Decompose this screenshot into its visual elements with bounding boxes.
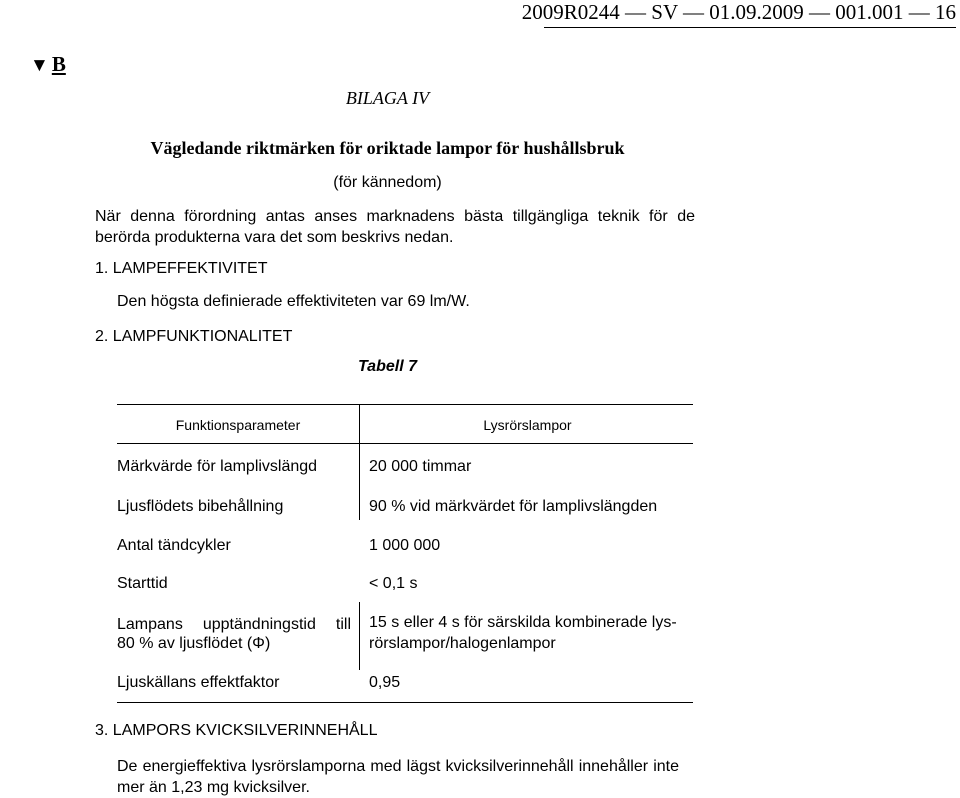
amendment-marker xyxy=(30,52,66,77)
table-row-1-value: 20 000 timmar xyxy=(369,458,472,475)
table-body-divider xyxy=(359,443,360,520)
section-2-heading: 2. LAMPFUNKTIONALITET xyxy=(95,328,293,345)
table-row-1-parameter: Märkvärde för lamplivslängd xyxy=(117,458,318,475)
section-3-text: De energieffektiva lysrörslamporna med lägst kvicksilverinnehåll innehåller inte mer än 1,23 mg kvicksilver. xyxy=(117,758,679,796)
table-row-2-value: 90 % vid märkvärdet för lamplivslängden xyxy=(369,498,658,515)
intro-paragraph: När denna förordning antas anses marknadens bästa tillgängliga teknik för de berörda produkterna vara det som beskrivs nedan. xyxy=(95,208,695,246)
table-caption: Tabell 7 xyxy=(358,358,417,375)
table-row-5-divider xyxy=(359,602,360,670)
annex-title: BILAGA IV xyxy=(345,88,430,108)
triangle-down-icon: ▼ xyxy=(30,55,49,76)
table-bottom-rule xyxy=(117,702,693,703)
running-header: 2009R0244 — SV — 01.09.2009 — 001.001 — 16 xyxy=(521,0,956,24)
column-header-fluorescent: Lysrörslampor xyxy=(483,417,572,433)
table-row-4-value: < 0,1 s xyxy=(369,575,418,592)
table-row-3-parameter: Antal tändcykler xyxy=(117,537,231,554)
document-subtitle: (för kännedom) xyxy=(333,174,442,191)
table-row-5-parameter-line1: Lampans upptändningstid till xyxy=(117,616,351,633)
header-rule xyxy=(544,27,956,28)
table-row-5-value-line1: 15 s eller 4 s för särskilda kombinerade lys- xyxy=(369,614,677,631)
column-header-parameter: Funktionsparameter xyxy=(175,417,301,433)
marker-letter: B xyxy=(51,52,66,76)
table-top-rule-right xyxy=(359,404,693,405)
section-1-text: Den högsta definierade effektiviteten var 69 lm/W. xyxy=(117,293,470,310)
table-row-5-value-line2: rörslampor/halogenlampor xyxy=(369,635,556,652)
table-header-rule-left xyxy=(117,443,359,444)
section-3-heading: 3. LAMPORS KVICKSILVERINNEHÅLL xyxy=(95,722,378,739)
table-header-divider xyxy=(359,404,360,443)
document-title: Vägledande riktmärken för oriktade lampor för hushållsbruk xyxy=(150,138,625,158)
table-row-6-value: 0,95 xyxy=(369,674,401,691)
table-row-3-value: 1 000 000 xyxy=(369,537,441,554)
section-1-heading: 1. LAMPEFFEKTIVITET xyxy=(95,260,268,277)
table-row-6-parameter: Ljuskällans effektfaktor xyxy=(117,674,280,691)
table-row-2-parameter: Ljusflödets bibehållning xyxy=(117,498,284,515)
table-header-rule-right xyxy=(359,443,693,444)
table-top-rule-left xyxy=(117,404,359,405)
table-row-5-parameter-line2: 80 % av ljusflödet (Φ) xyxy=(117,635,271,652)
table-row-4-parameter: Starttid xyxy=(117,575,168,592)
